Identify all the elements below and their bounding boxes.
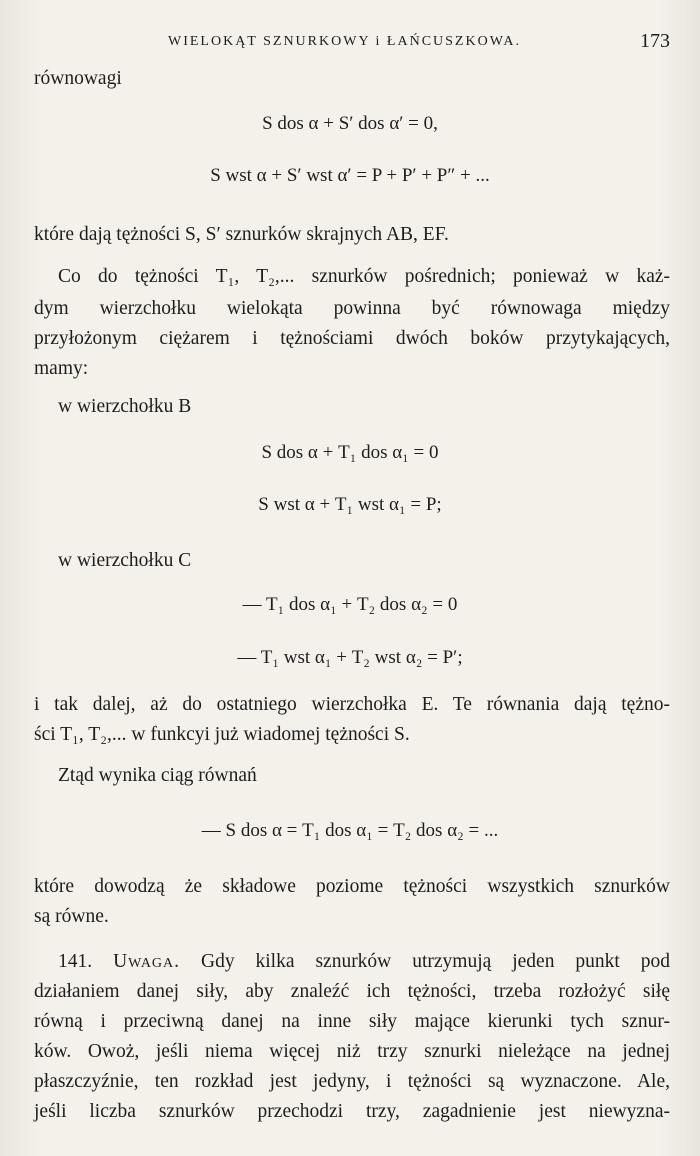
text-line: dym wierzchołku wielokąta powinna być równowaga między: [34, 298, 670, 319]
text-line: jeśli liczba sznurków przechodzi trzy, zagadnienie jest niewyzna-: [34, 1101, 670, 1122]
section-number: 141.: [58, 951, 93, 972]
text-line: równowagi: [34, 68, 122, 89]
text-line: płaszczyźnie, ten rozkład jest jedyny, i tężności są wyznaczone. Ale,: [34, 1071, 670, 1092]
equation: S wst α + T₁ wst α₁ = P;: [258, 494, 442, 515]
page-header: [60, 30, 670, 56]
equation: S dos α + S′ dos α′ = 0,: [262, 113, 438, 134]
equation: S dos α + T₁ dos α₁ = 0: [261, 442, 439, 463]
text-line: i tak dalej, aż do ostatniego wierzchołka E. Te równania dają tężno-: [34, 694, 670, 715]
text-line: Ztąd wynika ciąg równań: [58, 765, 257, 786]
page-number: 173: [640, 30, 670, 52]
running-title: WIELOKĄT SZNURKOWY i ŁAŃCUSZKOWA.: [168, 34, 521, 49]
text-line: które dają tężności S, S′ sznurków skrajnych AB, EF.: [34, 224, 449, 245]
equation: — S dos α = T₁ dos α₁ = T₂ dos α₂ = ...: [201, 820, 499, 841]
remark-label: Uwaga.: [113, 951, 181, 972]
text-span: Gdy kilka sznurków utrzymują jeden punkt pod: [200, 951, 671, 972]
text-line: które dowodzą że składowe poziome tężności wszystkich sznurków: [34, 876, 670, 897]
text-line: ków. Owoż, jeśli niema więcej niż trzy sznurki nieleżące na jednej: [34, 1041, 670, 1062]
equation: — T₁ dos α₁ + T₂ dos α₂ = 0: [242, 594, 458, 615]
text-line: w wierzchołku C: [58, 550, 192, 571]
text-line: mamy:: [34, 358, 89, 379]
text-line: przyłożonym ciężarem i tężnościami dwóch boków przytykających,: [34, 328, 670, 349]
text-line: ści T₁, T₂,... w funkcyi już wiadomej tężności S.: [34, 724, 410, 745]
text-line: działaniem danej siły, aby znaleźć ich tężności, trzeba rozłożyć siłę: [34, 981, 670, 1002]
text-line: równą i przeciwną danej na inne siły mające kierunki tych sznur-: [34, 1011, 670, 1032]
text-line: są równe.: [34, 906, 109, 927]
text-line: w wierzchołku B: [58, 396, 192, 417]
text-line: Co do tężności T₁, T₂,... sznurków pośrednich; ponieważ w każ-: [58, 266, 670, 287]
equation: S wst α + S′ wst α′ = P + P′ + P″ + ...: [210, 165, 490, 186]
remark-heading-line: [58, 951, 670, 973]
equation: — T₁ wst α₁ + T₂ wst α₂ = P′;: [237, 647, 463, 668]
